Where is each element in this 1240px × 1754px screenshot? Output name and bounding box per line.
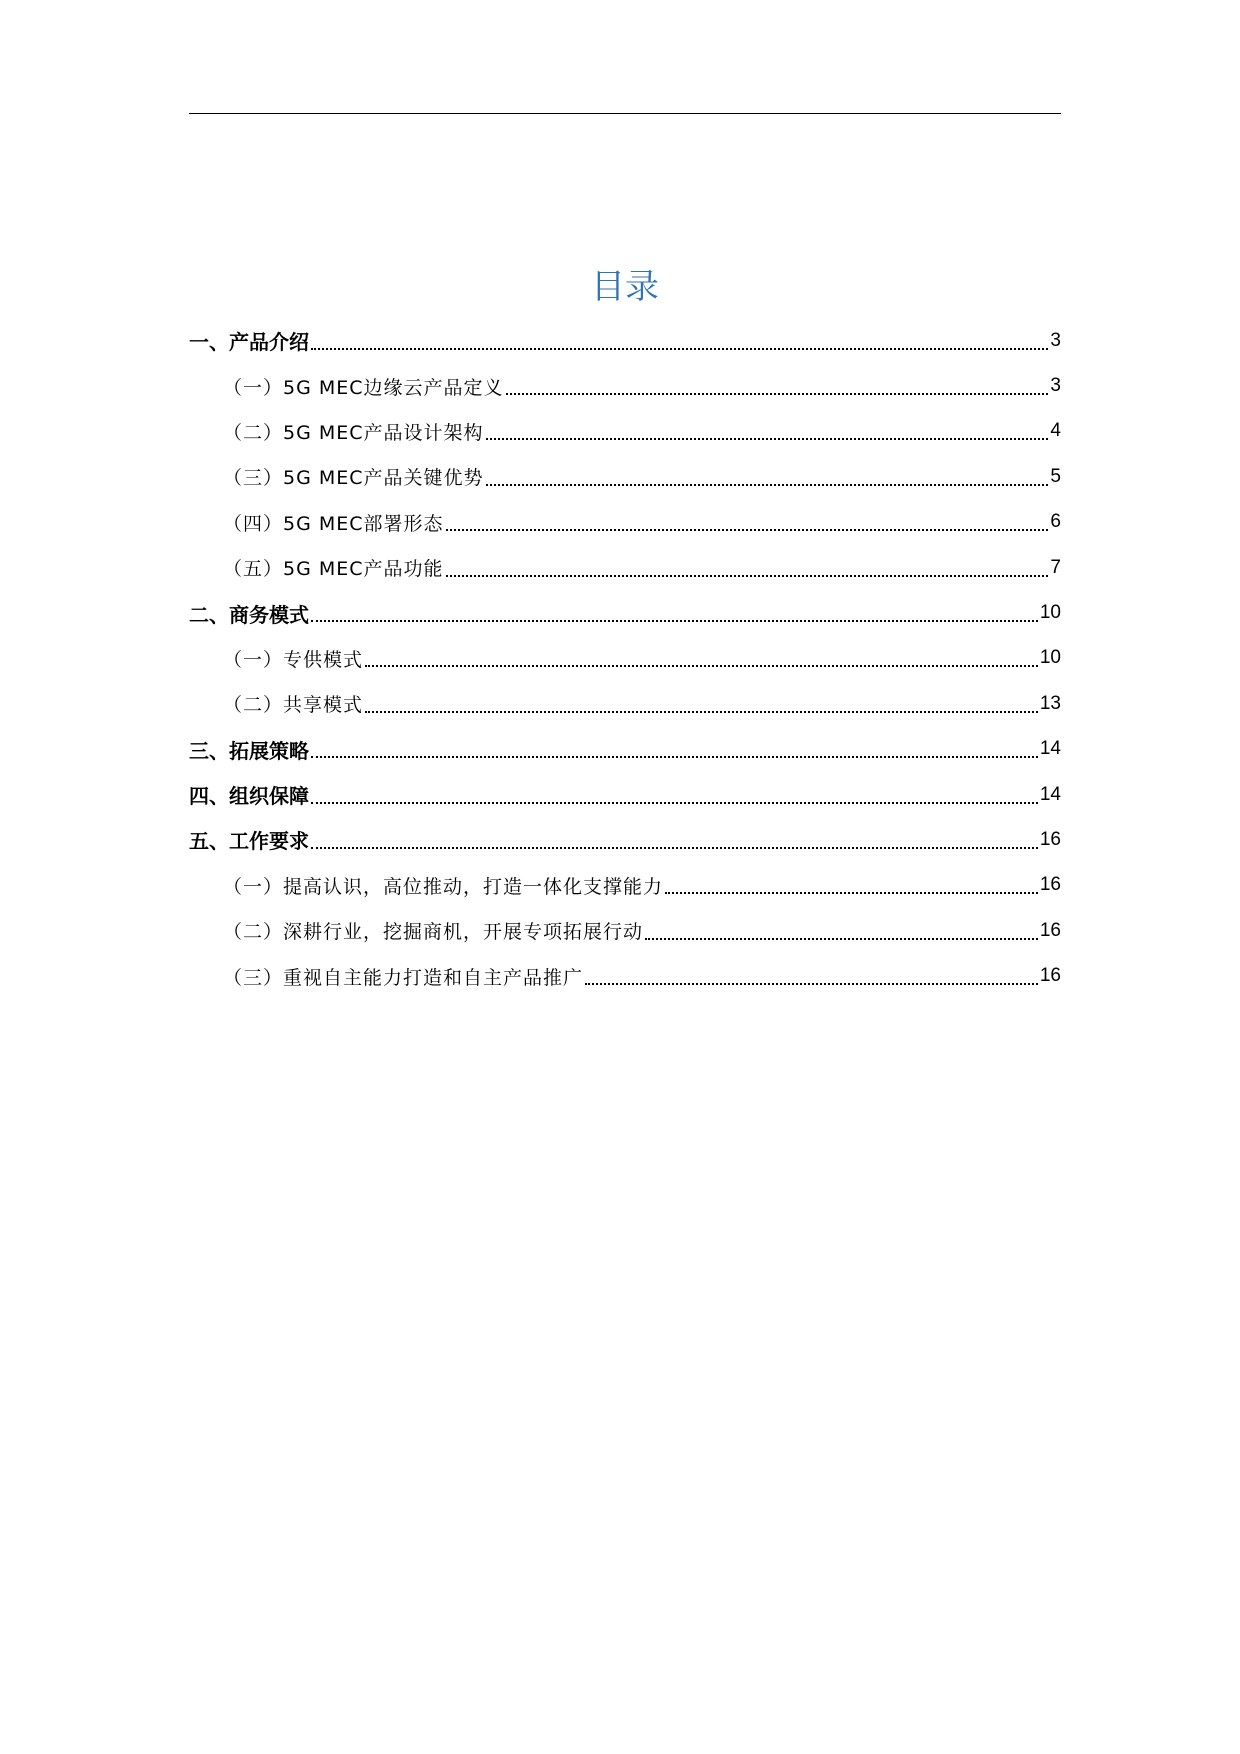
toc-page-number: 5	[1050, 465, 1061, 487]
toc-leader-dots	[311, 756, 1038, 758]
toc-entry-label: （三）重视自主能力打造和自主产品推广	[223, 966, 584, 989]
toc-entry-label: 五、工作要求	[189, 829, 309, 854]
toc-entry-mec-advantages[interactable]	[189, 454, 1061, 499]
toc-page-number: 14	[1039, 738, 1061, 760]
toc-entry-mec-deployment[interactable]	[189, 500, 1061, 545]
toc-entry-label: （五）5G MEC产品功能	[223, 558, 444, 581]
toc-leader-dots	[311, 847, 1038, 849]
toc-entry-label: （四）5G MEC部署形态	[223, 512, 444, 535]
toc-page-number: 16	[1039, 919, 1061, 941]
toc-entry-label: （二）深耕行业，挖掘商机，开展专项拓展行动	[223, 921, 644, 944]
toc-entry-product-intro[interactable]	[189, 318, 1061, 363]
toc-leader-dots	[486, 438, 1049, 440]
toc-leader-dots	[446, 575, 1049, 577]
toc-entry-expansion-strategy[interactable]	[189, 727, 1061, 772]
toc-entry-dedicated-model[interactable]	[189, 636, 1061, 681]
toc-entry-label: （一）专供模式	[223, 648, 364, 671]
toc-page-number: 13	[1039, 692, 1061, 714]
toc-entry-raise-awareness[interactable]	[189, 863, 1061, 908]
toc-entry-label: （二）5G MEC产品设计架构	[223, 421, 484, 444]
toc-entry-label: 四、组织保障	[189, 784, 309, 809]
toc-title: 目录	[591, 267, 659, 307]
toc-entry-label: 三、拓展策略	[189, 738, 309, 763]
toc-page-number: 3	[1050, 375, 1061, 397]
toc-page-number: 14	[1039, 783, 1061, 805]
toc-leader-dots	[665, 892, 1038, 894]
toc-page-number: 16	[1039, 874, 1061, 896]
toc-leader-dots	[585, 983, 1038, 985]
toc-page-number: 16	[1039, 828, 1061, 850]
toc-entry-label: （一）5G MEC边缘云产品定义	[223, 376, 504, 399]
toc-leader-dots	[506, 393, 1049, 395]
toc-leader-dots	[365, 711, 1038, 713]
table-of-contents	[189, 318, 1061, 999]
toc-entry-label: （二）共享模式	[223, 694, 364, 717]
toc-leader-dots	[311, 802, 1038, 804]
toc-entry-self-developed[interactable]	[189, 953, 1061, 998]
toc-entry-mec-definition[interactable]	[189, 363, 1061, 408]
toc-leader-dots	[311, 348, 1048, 350]
toc-leader-dots	[446, 529, 1049, 531]
toc-entry-label: （三）5G MEC产品关键优势	[223, 467, 484, 490]
toc-entry-organization[interactable]	[189, 772, 1061, 817]
toc-page-number: 6	[1050, 511, 1061, 533]
toc-entry-work-requirements[interactable]	[189, 817, 1061, 862]
toc-page-number: 4	[1050, 420, 1061, 442]
toc-page-number: 3	[1050, 329, 1061, 351]
toc-page-number: 16	[1039, 965, 1061, 987]
toc-entry-label: （一）提高认识，高位推动，打造一体化支撑能力	[223, 875, 664, 898]
toc-entry-label: 一、产品介绍	[189, 330, 309, 355]
toc-entry-label: 二、商务模式	[189, 602, 309, 627]
toc-entry-mec-functions[interactable]	[189, 545, 1061, 590]
toc-entry-mec-architecture[interactable]	[189, 409, 1061, 454]
toc-entry-shared-model[interactable]	[189, 681, 1061, 726]
toc-leader-dots	[645, 938, 1038, 940]
toc-leader-dots	[486, 484, 1049, 486]
toc-page-number: 10	[1039, 602, 1061, 624]
toc-page-number: 7	[1050, 556, 1061, 578]
toc-entry-business-model[interactable]	[189, 590, 1061, 635]
toc-page-number: 10	[1039, 647, 1061, 669]
toc-entry-deepen-industry[interactable]	[189, 908, 1061, 953]
toc-leader-dots	[365, 665, 1038, 667]
toc-leader-dots	[311, 620, 1038, 622]
header-rule	[189, 113, 1061, 114]
